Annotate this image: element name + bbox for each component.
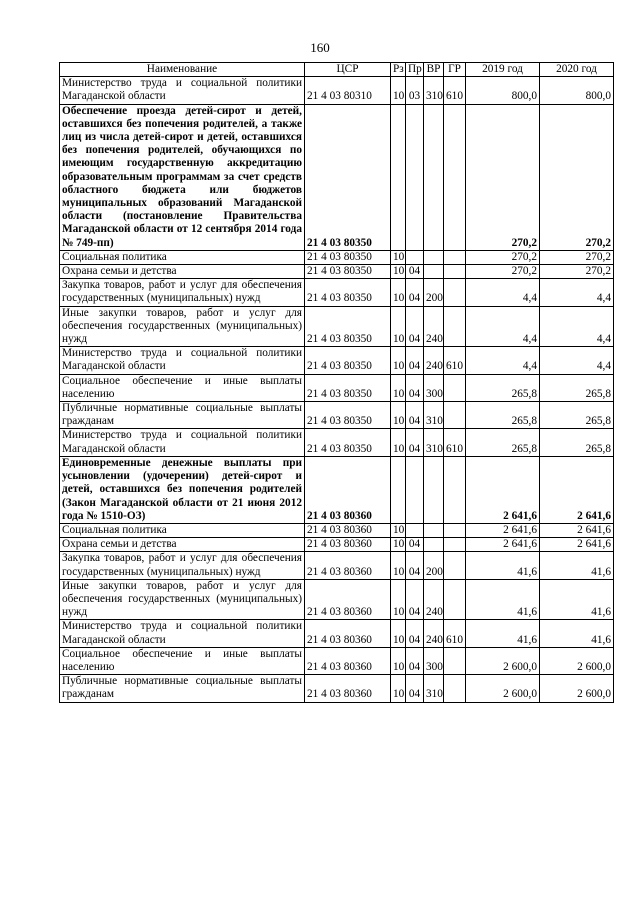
row-name: Публичные нормативные социальные выплаты гражданам [60,675,305,702]
row-gr [444,279,466,306]
row-name: Социальное обеспечение и иные выплаты населению [60,647,305,674]
row-name: Обеспечение проезда детей-сирот и детей, оставшихся без попечения родителей, а также лиц из числа детей-сирот и детей, оставшихся без попечения родителей, обучающихся по имеющим государственную аккредитацию образовательным программам за счет средств областного бюджета или бюджетов муниципальных образований Магаданской области (постановление Правительства Магаданской области от 12 сентября 2014 года № 749-пп) [60,104,305,250]
row-pr: 04 [406,265,424,279]
row-gr: 610 [444,429,466,456]
row-rz [391,456,406,523]
row-value-2020: 41,6 [540,552,614,579]
table-row [60,675,614,702]
row-gr [444,538,466,552]
row-pr: 04 [406,279,424,306]
table-body [60,77,614,702]
table-row [60,538,614,552]
row-vr: 310 [424,429,444,456]
table-header-row [60,63,614,77]
row-rz: 10 [391,538,406,552]
table-row [60,77,614,104]
row-vr: 300 [424,647,444,674]
row-value-2019: 270,2 [466,104,540,250]
table-row [60,402,614,429]
row-csr: 21 4 03 80350 [305,279,391,306]
row-pr: 04 [406,429,424,456]
row-name: Закупка товаров, работ и услуг для обеспечения государственных (муниципальных) нужд [60,552,305,579]
row-pr: 04 [406,538,424,552]
row-value-2020: 270,2 [540,265,614,279]
table-row [60,374,614,401]
row-value-2019: 2 600,0 [466,647,540,674]
row-value-2020: 4,4 [540,347,614,374]
row-gr [444,306,466,347]
row-value-2019: 41,6 [466,620,540,647]
row-rz: 10 [391,675,406,702]
table-row [60,647,614,674]
row-gr [444,250,466,264]
row-csr: 21 4 03 80350 [305,306,391,347]
row-pr [406,104,424,250]
header-2020: 2020 год [540,63,614,77]
table-row [60,579,614,620]
row-vr: 310 [424,675,444,702]
row-vr: 240 [424,306,444,347]
row-rz: 10 [391,647,406,674]
row-value-2020: 2 600,0 [540,647,614,674]
row-value-2019: 2 641,6 [466,538,540,552]
row-vr: 240 [424,579,444,620]
row-value-2020: 265,8 [540,402,614,429]
row-name: Охрана семьи и детства [60,538,305,552]
row-name: Социальная политика [60,250,305,264]
row-csr: 21 4 03 80350 [305,265,391,279]
table-row [60,306,614,347]
row-name: Охрана семьи и детства [60,265,305,279]
row-value-2020: 265,8 [540,374,614,401]
row-name: Иные закупки товаров, работ и услуг для обеспечения государственных (муниципальных) нужд [60,306,305,347]
row-csr: 21 4 03 80350 [305,374,391,401]
row-rz: 10 [391,77,406,104]
row-csr: 21 4 03 80360 [305,647,391,674]
header-name: Наименование [60,63,305,77]
row-csr: 21 4 03 80350 [305,104,391,250]
budget-table [59,62,614,703]
row-pr: 04 [406,620,424,647]
table-row [60,347,614,374]
table-row [60,250,614,264]
row-pr: 04 [406,306,424,347]
row-gr: 610 [444,620,466,647]
row-rz [391,104,406,250]
row-name: Министерство труда и социальной политики Магаданской области [60,429,305,456]
row-csr: 21 4 03 80350 [305,250,391,264]
row-vr: 240 [424,620,444,647]
row-rz: 10 [391,429,406,456]
row-value-2019: 4,4 [466,306,540,347]
row-rz: 10 [391,306,406,347]
row-gr [444,579,466,620]
row-value-2019: 2 641,6 [466,523,540,537]
row-gr [444,456,466,523]
row-pr: 04 [406,347,424,374]
row-value-2019: 4,4 [466,347,540,374]
table-row [60,104,614,250]
row-value-2019: 270,2 [466,250,540,264]
row-value-2020: 4,4 [540,306,614,347]
row-csr: 21 4 03 80360 [305,675,391,702]
row-value-2020: 2 641,6 [540,538,614,552]
header-pr: Пр [406,63,424,77]
row-name: Министерство труда и социальной политики Магаданской области [60,77,305,104]
row-csr: 21 4 03 80360 [305,579,391,620]
row-value-2019: 41,6 [466,579,540,620]
row-value-2019: 2 641,6 [466,456,540,523]
row-value-2020: 270,2 [540,104,614,250]
row-value-2019: 265,8 [466,429,540,456]
row-csr: 21 4 03 80360 [305,620,391,647]
row-value-2020: 2 641,6 [540,456,614,523]
row-rz: 10 [391,552,406,579]
row-rz: 10 [391,523,406,537]
row-value-2020: 265,8 [540,429,614,456]
row-vr [424,456,444,523]
row-pr: 03 [406,77,424,104]
table-row [60,265,614,279]
row-csr: 21 4 03 80310 [305,77,391,104]
row-gr [444,523,466,537]
row-value-2019: 265,8 [466,402,540,429]
row-value-2020: 800,0 [540,77,614,104]
table-row [60,429,614,456]
row-vr: 310 [424,77,444,104]
row-value-2020: 41,6 [540,579,614,620]
row-csr: 21 4 03 80360 [305,552,391,579]
row-vr [424,523,444,537]
row-pr [406,456,424,523]
page-number: 160 [310,40,330,55]
row-rz: 10 [391,250,406,264]
row-vr: 240 [424,347,444,374]
row-value-2019: 265,8 [466,374,540,401]
row-gr [444,552,466,579]
row-pr: 04 [406,675,424,702]
row-pr: 04 [406,402,424,429]
row-name: Единовременные денежные выплаты при усыновлении (удочерении) детей-сирот и детей, оставшихся без попечения родителей (Закон Магаданской области от 21 июня 2012 года № 1510-ОЗ) [60,456,305,523]
row-value-2020: 2 600,0 [540,675,614,702]
table-row [60,552,614,579]
row-name: Министерство труда и социальной политики Магаданской области [60,620,305,647]
row-value-2019: 4,4 [466,279,540,306]
row-value-2020: 4,4 [540,279,614,306]
header-gr: ГР [444,63,466,77]
row-vr: 200 [424,279,444,306]
row-pr: 04 [406,374,424,401]
row-gr [444,374,466,401]
header-csr: ЦСР [305,63,391,77]
row-name: Социальное обеспечение и иные выплаты населению [60,374,305,401]
row-rz: 10 [391,620,406,647]
row-vr [424,250,444,264]
row-name: Иные закупки товаров, работ и услуг для обеспечения государственных (муниципальных) нужд [60,579,305,620]
row-rz: 10 [391,279,406,306]
row-name: Публичные нормативные социальные выплаты гражданам [60,402,305,429]
row-gr: 610 [444,347,466,374]
table-row [60,279,614,306]
row-vr [424,265,444,279]
table-row [60,456,614,523]
row-vr [424,104,444,250]
row-value-2019: 800,0 [466,77,540,104]
row-csr: 21 4 03 80360 [305,523,391,537]
row-vr: 310 [424,402,444,429]
row-name: Министерство труда и социальной политики Магаданской области [60,347,305,374]
row-name: Социальная политика [60,523,305,537]
row-csr: 21 4 03 80360 [305,538,391,552]
row-gr [444,104,466,250]
header-rz: Рз [391,63,406,77]
row-rz: 10 [391,402,406,429]
row-csr: 21 4 03 80350 [305,347,391,374]
row-gr [444,647,466,674]
row-pr: 04 [406,579,424,620]
row-csr: 21 4 03 80350 [305,402,391,429]
row-value-2019: 41,6 [466,552,540,579]
table-row [60,620,614,647]
row-vr [424,538,444,552]
row-gr [444,265,466,279]
row-gr [444,402,466,429]
row-rz: 10 [391,347,406,374]
row-value-2019: 2 600,0 [466,675,540,702]
row-rz: 10 [391,579,406,620]
row-csr: 21 4 03 80360 [305,456,391,523]
row-pr [406,523,424,537]
row-gr [444,675,466,702]
row-value-2020: 270,2 [540,250,614,264]
row-pr: 04 [406,647,424,674]
row-value-2020: 41,6 [540,620,614,647]
row-vr: 300 [424,374,444,401]
row-csr: 21 4 03 80350 [305,429,391,456]
row-pr: 04 [406,552,424,579]
table-row [60,523,614,537]
row-rz: 10 [391,265,406,279]
header-vr: ВР [424,63,444,77]
row-rz: 10 [391,374,406,401]
row-name: Закупка товаров, работ и услуг для обеспечения государственных (муниципальных) нужд [60,279,305,306]
row-vr: 200 [424,552,444,579]
row-value-2020: 2 641,6 [540,523,614,537]
header-2019: 2019 год [466,63,540,77]
row-pr [406,250,424,264]
row-gr: 610 [444,77,466,104]
row-value-2019: 270,2 [466,265,540,279]
